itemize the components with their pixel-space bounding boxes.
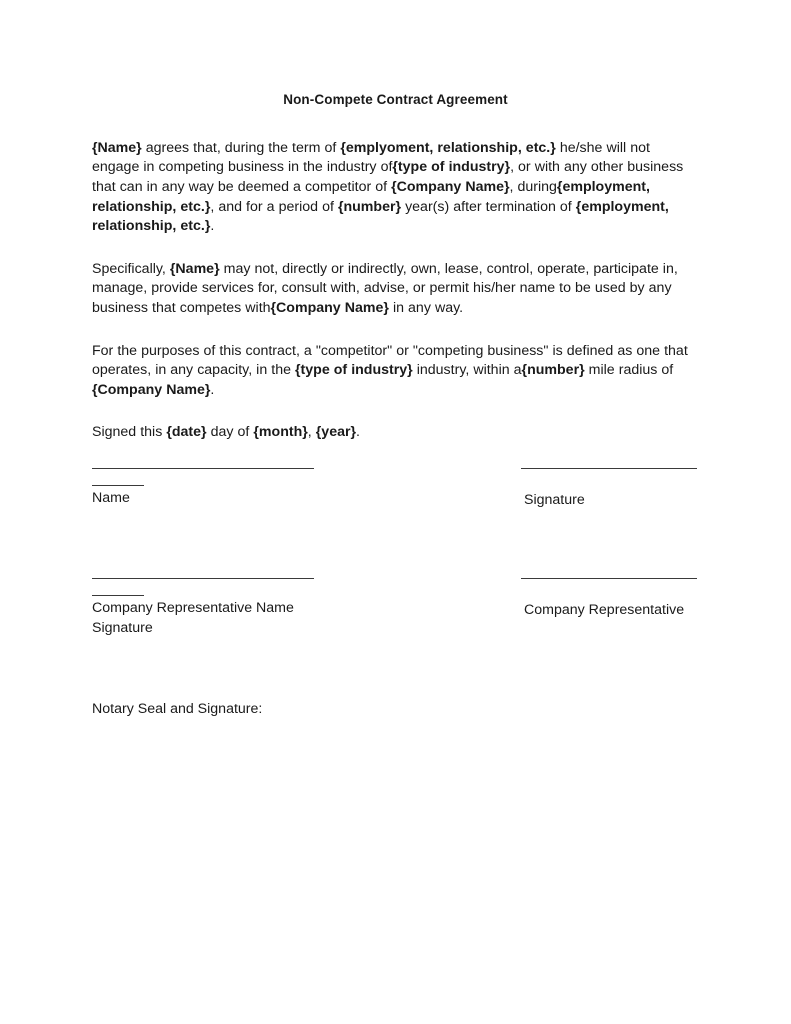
p1-text-3: , or with any other business that can in any way be deemed a competitor of — [92, 159, 684, 196]
p2-text-1: Specifically, — [92, 260, 170, 277]
placeholder-number-2: {number} — [521, 362, 585, 379]
paragraph-competitor-definition — [92, 342, 699, 401]
signature-caption-company-rep-name: Company Representative Name Signature — [92, 600, 294, 636]
p1-text-7: . — [210, 218, 215, 235]
signature-line-signature[interactable] — [521, 468, 697, 469]
p4-text-3: , — [307, 424, 316, 441]
signature-block-company-rep — [521, 578, 761, 621]
placeholder-year: {year} — [315, 424, 357, 441]
p3-text-3: mile radius of — [584, 362, 674, 379]
p1-text-6: year(s) after termination of — [401, 198, 576, 215]
placeholder-employment-relationship-1: {emplyoment, relationship, etc.} — [340, 139, 556, 156]
page-title: Non-Compete Contract Agreement — [283, 92, 508, 107]
p2-text-2: may not, directly or indirectly, own, lease, control, operate, participate in, manage, provide services for, consult with, advise, or permit his/her name to be used by any business that competes with — [92, 260, 678, 317]
signature-line-company-rep[interactable] — [521, 578, 697, 579]
placeholder-employment-relationship-2: {employment, relationship, etc.} — [92, 179, 650, 215]
placeholder-name: {Name} — [92, 139, 142, 156]
p2-text-3: in any way. — [388, 300, 464, 317]
signature-block-signature — [521, 468, 751, 511]
placeholder-employment-relationship-3: {employment, relationship, etc.} — [92, 198, 669, 235]
p3-text-2: industry, within a — [412, 362, 522, 379]
placeholder-company-name-1: {Company Name} — [391, 179, 510, 196]
paragraph-signed-date — [92, 423, 699, 443]
placeholder-date: {date} — [166, 424, 207, 441]
p3-text-4: . — [210, 381, 215, 398]
p3-text-1: For the purposes of this contract, a "competitor" or "competing business" is defined as one that operates, in any capacity, in the — [92, 342, 688, 379]
signature-caption-company-rep: Company Representative — [524, 602, 685, 618]
p1-text-2: he/she will not engage in competing business in the industry of — [92, 139, 650, 176]
paragraph-specific-restrictions — [92, 260, 699, 319]
placeholder-type-of-industry-1: {type of industry} — [392, 159, 511, 176]
placeholder-month: {month} — [253, 424, 308, 441]
signature-caption-signature: Signature — [524, 492, 585, 508]
signature-line-name-overflow — [92, 485, 144, 486]
p1-text-1: agrees that, during the term of — [141, 139, 341, 156]
p4-text-2: day of — [206, 424, 254, 441]
placeholder-type-of-industry-2: {type of industry} — [295, 362, 413, 379]
p4-text-4: . — [356, 424, 360, 441]
signature-line-name[interactable] — [92, 468, 314, 469]
notary-seal-label: Notary Seal and Signature: — [92, 701, 263, 717]
signature-caption-name: Name — [92, 490, 130, 506]
p1-text-5: , and for a period of — [210, 198, 338, 215]
placeholder-number-1: {number} — [337, 198, 402, 215]
signature-line-company-rep-name-overflow — [92, 595, 144, 596]
signature-block-company-rep-name — [92, 578, 392, 638]
p1-text-4: , during — [509, 179, 557, 196]
placeholder-company-name-3: {Company Name} — [92, 381, 211, 398]
p4-text-1: Signed this — [92, 424, 167, 441]
placeholder-company-name-2: {Company Name} — [270, 300, 389, 317]
document-body — [92, 92, 699, 443]
signature-line-company-rep-name[interactable] — [92, 578, 314, 579]
paragraph-non-compete-term — [92, 139, 699, 237]
placeholder-name-2: {Name} — [169, 260, 220, 277]
signature-block-name — [92, 468, 352, 509]
